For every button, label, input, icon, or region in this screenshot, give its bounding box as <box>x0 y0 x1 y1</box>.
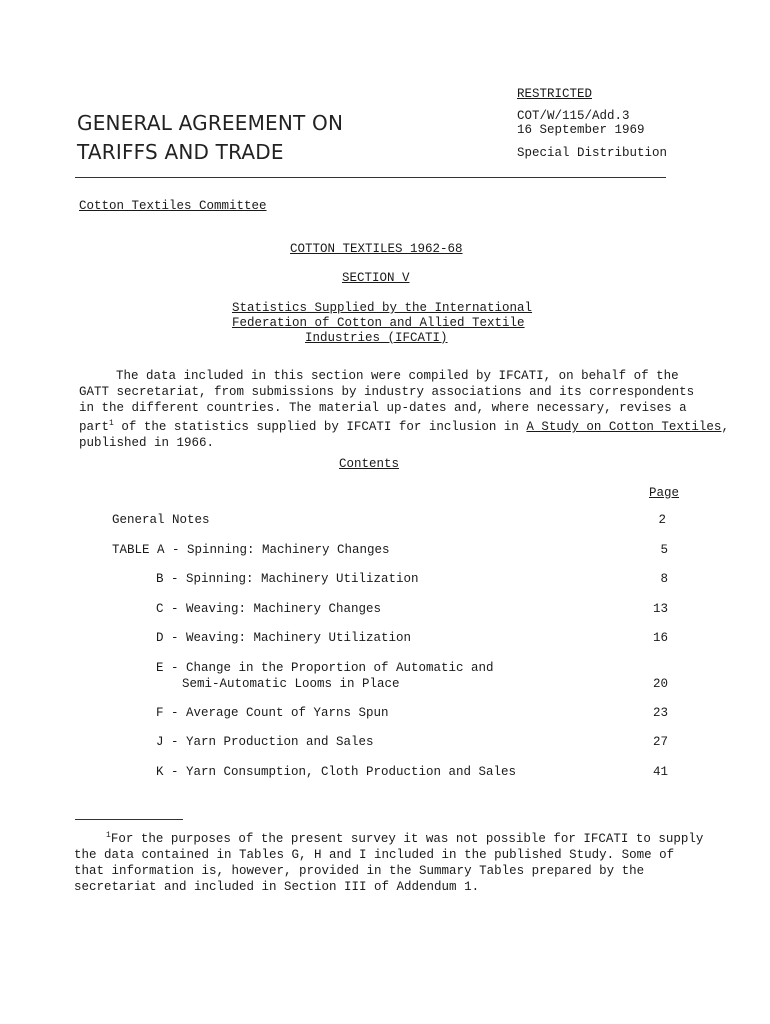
contents-item-label: C - Weaving: Machinery Changes <box>156 602 382 616</box>
contents-item-page: 27 <box>652 735 668 749</box>
contents-item-page: 5 <box>660 543 668 557</box>
intro-line <box>79 416 729 435</box>
section-title: SECTION V <box>342 271 410 285</box>
contents-item-label-continued: Semi-Automatic Looms in Place <box>182 677 400 691</box>
intro-line: published in 1966. <box>79 436 215 451</box>
intro-paragraph <box>79 368 729 451</box>
footnote-line: secretariat and included in Section III of Addendum 1. <box>74 880 480 895</box>
restricted-label: RESTRICTED <box>517 87 593 101</box>
contents-heading: Contents <box>339 457 400 471</box>
header-divider <box>75 177 666 178</box>
footnote-divider <box>75 819 183 820</box>
distribution-label: Special Distribution <box>517 146 668 160</box>
footnote-line <box>74 828 704 847</box>
footnote-line: the data contained in Tables G, H and I included in the published Study. Some of <box>74 848 675 863</box>
intro-line: in the different countries. The material up-dates and, where necessary, revises a <box>79 401 687 415</box>
intro-text: of the statistics supplied by IFCATI for inclusion in <box>113 420 527 435</box>
document-date: 16 September 1969 <box>517 123 645 137</box>
contents-item-label: F - Average Count of Yarns Spun <box>156 706 389 720</box>
contents-item-label: TABLE A - Spinning: Machinery Changes <box>112 543 390 557</box>
study-title: A Study on Cotton Textiles <box>526 420 722 435</box>
org-name-line1: GENERAL AGREEMENT ON <box>77 111 344 135</box>
contents-item-page: 2 <box>658 513 666 527</box>
document-number: COT/W/115/Add.3 <box>517 109 630 123</box>
intro-line: GATT secretariat, from submissions by industry associations and its correspondents <box>79 385 695 399</box>
org-name-line2: TARIFFS AND TRADE <box>77 140 284 164</box>
intro-line: The data included in this section were compiled by IFCATI, on behalf of the <box>116 369 679 383</box>
committee-name: Cotton Textiles Committee <box>79 199 267 213</box>
footnote <box>74 828 704 895</box>
footnote-text: For the purposes of the present survey it was not possible for IFCATI to supply <box>110 832 704 847</box>
page-column-heading: Page <box>649 486 680 500</box>
subtitle-line3: Industries (IFCATI) <box>305 331 448 345</box>
contents-item-label: E - Change in the Proportion of Automatic and <box>156 661 494 675</box>
contents-item-page: 8 <box>660 572 668 586</box>
intro-text: , <box>721 420 729 435</box>
contents-item-label: J - Yarn Production and Sales <box>156 735 374 749</box>
footnote-reference: 1 <box>109 419 114 428</box>
contents-item-page: 16 <box>652 631 668 645</box>
contents-item-page: 20 <box>652 677 668 691</box>
contents-item-page: 23 <box>652 706 668 720</box>
footnote-mark: 1 <box>106 831 111 840</box>
footnote-line: that information is, however, provided in the Summary Tables prepared by the <box>74 864 645 879</box>
contents-item-page: 41 <box>652 765 668 779</box>
contents-item-label: General Notes <box>112 513 210 527</box>
contents-item-label: D - Weaving: Machinery Utilization <box>156 631 412 645</box>
subtitle-line1: Statistics Supplied by the International <box>232 301 533 315</box>
intro-text: part <box>79 420 110 435</box>
subtitle-line2: Federation of Cotton and Allied Textile <box>232 316 525 330</box>
contents-item-label: K - Yarn Consumption, Cloth Production and Sales <box>156 765 517 779</box>
contents-item-page: 13 <box>652 602 668 616</box>
contents-item-label: B - Spinning: Machinery Utilization <box>156 572 419 586</box>
document-title: COTTON TEXTILES 1962-68 <box>290 242 463 256</box>
